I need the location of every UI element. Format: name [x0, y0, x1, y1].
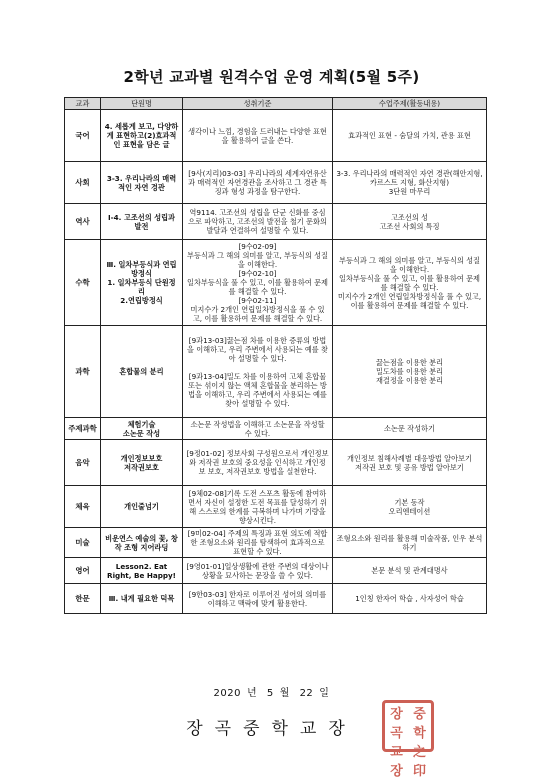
subject-cell: 사회 — [65, 162, 101, 204]
standard-cell — [183, 240, 333, 326]
table-row — [65, 326, 487, 418]
standard-cell-line: [9정01-02] 정보사회 구성원으로서 개인정보와 저작권 보호의 중요성을 인식하고 개인정보 보호, 저작권보호 방법을 실천한다. — [186, 449, 329, 476]
topic-cell — [333, 162, 487, 204]
unit-cell-line: Lesson2. Eat Right, Be Happy! — [107, 561, 176, 580]
topic-cell-line: 고조선 사회의 특징 — [379, 221, 440, 231]
standard-cell — [183, 326, 333, 418]
standard-cell-line: [9과13-03]끓는점 차를 이용한 증류의 방법을 이해하고, 우리 주변에서 사용되는 예를 찾아 설명할 수 있다. — [187, 335, 328, 363]
subject-cell: 한문 — [65, 584, 101, 614]
date-month: 5 — [266, 688, 274, 699]
topic-cell — [333, 418, 487, 440]
subject-cell: 과학 — [65, 326, 101, 418]
topic-cell-line: 밀도차를 이용한 분리 — [375, 367, 444, 376]
document-date — [0, 684, 543, 699]
standard-cell-line: [9체02-08]기록 도전 스포츠 활동에 참여하면서 자신이 설정한 도전 목표를 달성하기 위해 스스로의 한계를 극복하며 나가며 기량을 향상시킨다. — [188, 488, 327, 525]
standard-cell — [183, 162, 333, 204]
header-unit: 단원명 — [101, 98, 183, 110]
unit-cell-line: 저작권보호 — [124, 462, 159, 472]
unit-cell-line: Ⅲ. 내게 필요한 덕목 — [108, 594, 175, 603]
standard-cell-line — [186, 363, 329, 372]
date-year-unit: 년 — [246, 688, 258, 699]
unit-cell-line: 4. 세롭게 보고, 다양하게 표현하고(2)효과적인 표현을 담은 글 — [104, 122, 179, 149]
unit-cell-line: Ⅲ. 일차부등식과 연립방정식 — [106, 260, 177, 278]
header-standard: 성취기준 — [183, 98, 333, 110]
standard-cell-line: 생각이나 느낌, 경험을 드러내는 다양한 표현을 활용하여 글을 쓴다. — [188, 126, 327, 145]
date-day: 22 — [299, 688, 314, 699]
standard-cell — [183, 486, 333, 528]
remote-class-plan-table — [64, 97, 487, 614]
seal-char: 之印 — [412, 745, 426, 779]
topic-cell-line: 3-3. 우리나라의 매력적인 자연 경관(해안지형, 카르스트 지형, 화산지형) — [336, 169, 483, 187]
date-month-unit: 월 — [279, 688, 290, 699]
standard-cell-line: [9영01-01]일상생활에 관한 주변의 대상이나 상황을 묘사하는 문장을 쓸 수 있다. — [186, 561, 329, 580]
topic-cell-line: 조형요소와 원리를 활용해 미술작품, 인우 분석하기 — [336, 533, 483, 552]
topic-cell-line: 3단원 마무리 — [388, 187, 431, 196]
school-seal-stamp — [382, 700, 434, 779]
unit-cell — [101, 326, 183, 418]
standard-cell-line: [9수02-10] — [238, 269, 277, 278]
table-row — [65, 204, 487, 240]
standard-cell — [183, 558, 333, 584]
topic-cell-line: 재결정을 이용한 분리 — [375, 376, 444, 385]
table-body — [65, 110, 487, 614]
topic-cell — [333, 110, 487, 162]
subject-cell: 역사 — [65, 204, 101, 240]
unit-cell — [101, 110, 183, 162]
unit-cell — [101, 558, 183, 584]
unit-cell-line: 체험기술 — [127, 419, 156, 429]
unit-cell — [101, 418, 183, 440]
topic-cell-line: 본문 분석 및 관계대명사 — [371, 566, 448, 575]
topic-cell-line: 일차부등식을 풀 수 있고, 이를 활용하여 문제를 해결할 수 있다. — [339, 273, 480, 292]
subject-cell: 체육 — [65, 486, 101, 528]
subject-cell: 국어 — [65, 110, 101, 162]
standard-cell — [183, 204, 333, 240]
date-day-unit: 일 — [319, 688, 330, 699]
table-row — [65, 418, 487, 440]
topic-cell-line: 효과적인 표현 - 숨달의 가치, 관용 표현 — [348, 131, 471, 140]
subject-cell: 음악 — [65, 440, 101, 486]
subject-cell: 영어 — [65, 558, 101, 584]
standard-cell-line: [9수02-11] — [238, 296, 277, 305]
unit-cell — [101, 486, 183, 528]
standard-cell — [183, 418, 333, 440]
unit-cell — [101, 528, 183, 558]
unit-cell-line: 2.연립방정식 — [120, 296, 163, 305]
table-row — [65, 486, 487, 528]
seal-char: 교장 — [390, 745, 403, 779]
unit-cell-line: 개인줄넘기 — [124, 502, 159, 511]
table-row — [65, 584, 487, 614]
standard-cell — [183, 110, 333, 162]
subject-cell: 수학 — [65, 240, 101, 326]
unit-cell — [101, 240, 183, 326]
standard-cell-line: 역9114. 고조선의 성립을 단군 신화를 중심으로 파악하고, 고조선의 발전을 철기 문화의 발달과 연결하여 설명할 수 있다. — [188, 208, 327, 235]
topic-cell — [333, 440, 487, 486]
standard-cell-line: [9한03-03] 한자로 이루어진 성어의 의미를 이해하고 맥락에 맞게 활용한다. — [188, 589, 327, 608]
unit-cell-line: 3-3. 우리나라의 매력적인 자연 경관 — [106, 173, 177, 192]
unit-cell-line: 혼합물의 분리 — [119, 367, 164, 376]
unit-cell-line: I-4. 고조선의 성립과 발전 — [108, 212, 175, 231]
table-row — [65, 440, 487, 486]
topic-cell — [333, 558, 487, 584]
standard-cell-line: 일차부등식을 풀 수 있고, 이를 활용하여 문제를 해결할 수 있다. — [187, 278, 328, 296]
topic-cell — [333, 204, 487, 240]
standard-cell — [183, 584, 333, 614]
standard-cell-line: [9수02-09] — [238, 242, 277, 251]
table-row — [65, 162, 487, 204]
topic-cell-line: 소논문 작성하기 — [384, 424, 435, 433]
topic-cell — [333, 240, 487, 326]
date-year: 2020 — [213, 688, 241, 699]
subject-cell: 미술 — [65, 528, 101, 558]
unit-cell — [101, 204, 183, 240]
unit-cell — [101, 162, 183, 204]
standard-cell — [183, 440, 333, 486]
unit-cell-line: 개인정보보호 — [120, 453, 163, 463]
standard-cell-line: [9미02-04] 주제의 특징과 표현 의도에 적합한 조형요소와 원리를 탐색하여 효과적으로 표현할 수 있다. — [187, 529, 328, 556]
topic-cell-line: 미지수가 2개인 연립일차방정식을 풀 수 있고, 이를 활용하여 문제를 해결할 수 있다. — [337, 291, 482, 310]
unit-cell — [101, 440, 183, 486]
table-header-row — [65, 98, 487, 110]
subject-cell: 주제과학 — [65, 418, 101, 440]
unit-cell — [101, 584, 183, 614]
topic-cell-line: 오리엔테이션 — [388, 506, 431, 516]
topic-cell — [333, 486, 487, 528]
header-subject: 교과 — [65, 98, 101, 110]
standard-cell-line: [9과13-04]밀도 차를 이용하여 고체 혼합물 또는 섞이지 않는 액체 혼합물을 분리하는 방법을 이해하고, 우리 주변에서 사용되는 예를 찾아 설명할 수 있다. — [188, 371, 327, 408]
topic-cell — [333, 326, 487, 418]
table-row — [65, 558, 487, 584]
unit-cell-line: 1. 일차부등식 단원정리 — [107, 278, 176, 296]
unit-cell-line: 소논문 작성 — [122, 428, 161, 438]
standard-cell-line: 미지수가 2개인 연립일차방정식을 풀 수 있고, 이를 활용하여 문제를 해결할 수 있다. — [190, 305, 325, 323]
standard-cell-line: 부등식과 그 해의 의미를 알고, 부등식의 성질을 이해한다. — [187, 251, 328, 269]
topic-cell-line: 1인칭 한자어 학습 , 사자성어 학습 — [355, 594, 464, 603]
table-row — [65, 110, 487, 162]
topic-cell-line: 개인정보 침해사례별 대응방법 알아보기 — [347, 453, 472, 463]
seal-char: 중학 — [413, 707, 426, 741]
topic-cell — [333, 528, 487, 558]
topic-cell-line: 끓는점을 이용한 분리 — [375, 358, 444, 367]
topic-cell-line: 기본 동작 — [394, 497, 425, 507]
header-topic: 수업주제(활동내용) — [333, 98, 487, 110]
standard-cell — [183, 528, 333, 558]
page-title: 2학년 교과별 원격수업 운영 계획(5월 5주) — [123, 68, 420, 86]
unit-cell-line: 비운연스 예술의 꽃, 창작 조형 지어라딩 — [105, 533, 178, 552]
topic-cell — [333, 584, 487, 614]
seal-char: 장곡 — [390, 707, 403, 741]
table-row — [65, 240, 487, 326]
topic-cell-line: 저작권 보호 및 공유 방법 알아보기 — [355, 462, 464, 472]
topic-cell-line: 부등식과 그 해의 의미를 알고, 부등식의 성질을 이해한다. — [339, 255, 480, 274]
standard-cell-line: [9사(지리)03-03] 우리나라의 세계자연유산과 매력적인 자연경관을 조사하고 그 경관 특징과 형성 과정을 탐구한다. — [188, 169, 327, 196]
standard-cell-line: 소논문 작성법을 이해하고 소논문을 작성할 수 있다. — [190, 419, 325, 438]
principal-signature: 장곡중학교장 — [186, 719, 357, 739]
topic-cell-line: 고조선의 성 — [390, 212, 428, 222]
table-row — [65, 528, 487, 558]
